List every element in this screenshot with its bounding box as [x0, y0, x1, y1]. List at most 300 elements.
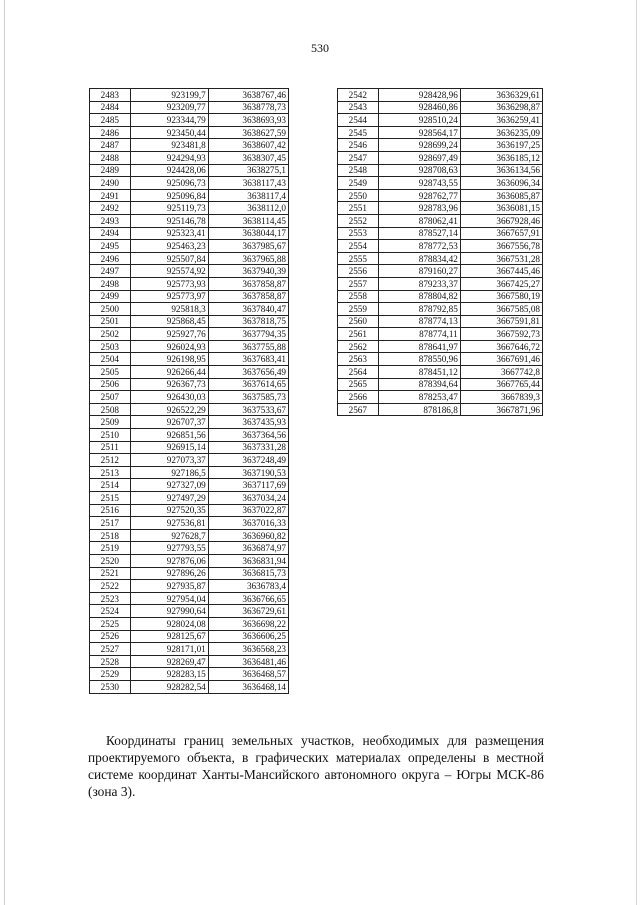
- table-row: [90, 643, 289, 656]
- x-coordinate-cell: 925096,73: [130, 177, 208, 190]
- scan-edge: [4, 0, 5, 905]
- page-number: 530: [311, 41, 329, 55]
- y-coordinate-cell: 3636481,46: [208, 655, 288, 668]
- y-coordinate-cell: 3638117,4: [208, 189, 288, 202]
- point-number-cell: 2566: [338, 391, 379, 404]
- x-coordinate-cell: 927497,29: [130, 492, 208, 505]
- point-number-cell: 2526: [90, 630, 131, 643]
- table-row: [338, 189, 543, 202]
- point-number-cell: 2558: [338, 290, 379, 303]
- y-coordinate-cell: 3636197,25: [460, 139, 542, 152]
- y-coordinate-cell: 3636298,87: [460, 101, 542, 114]
- point-number-cell: 2519: [90, 542, 131, 555]
- x-coordinate-cell: 926707,37: [130, 416, 208, 429]
- x-coordinate-cell: 928024,08: [130, 617, 208, 630]
- point-number-cell: 2484: [90, 101, 131, 114]
- y-coordinate-cell: 3636815,73: [208, 567, 288, 580]
- point-number-cell: 2507: [90, 391, 131, 404]
- table-row: [90, 391, 289, 404]
- y-coordinate-cell: 3637794,35: [208, 328, 288, 341]
- x-coordinate-cell: 926851,56: [130, 429, 208, 442]
- y-coordinate-cell: 3638307,45: [208, 151, 288, 164]
- table-row: [90, 353, 289, 366]
- y-coordinate-cell: 3667871,96: [460, 403, 542, 416]
- y-coordinate-cell: 3636766,65: [208, 592, 288, 605]
- x-coordinate-cell: 928171,01: [130, 643, 208, 656]
- x-coordinate-cell: 928697,49: [378, 151, 460, 164]
- x-coordinate-cell: 878774,13: [378, 315, 460, 328]
- point-number-cell: 2564: [338, 366, 379, 379]
- point-number-cell: 2561: [338, 328, 379, 341]
- x-coordinate-cell: 878062,41: [378, 214, 460, 227]
- point-number-cell: 2492: [90, 202, 131, 215]
- x-coordinate-cell: 928783,96: [378, 202, 460, 215]
- point-number-cell: 2505: [90, 366, 131, 379]
- point-number-cell: 2508: [90, 403, 131, 416]
- table-row: [338, 315, 543, 328]
- x-coordinate-cell: 927073,37: [130, 454, 208, 467]
- x-coordinate-cell: 927793,55: [130, 542, 208, 555]
- y-coordinate-cell: 3636134,56: [460, 164, 542, 177]
- point-number-cell: 2485: [90, 114, 131, 127]
- point-number-cell: 2559: [338, 303, 379, 316]
- table-row: [90, 554, 289, 567]
- y-coordinate-cell: 3638044,17: [208, 227, 288, 240]
- point-number-cell: 2494: [90, 227, 131, 240]
- y-coordinate-cell: 3638117,43: [208, 177, 288, 190]
- y-coordinate-cell: 3638778,73: [208, 101, 288, 114]
- y-coordinate-cell: 3636606,25: [208, 630, 288, 643]
- table-row: [338, 89, 543, 102]
- x-coordinate-cell: 925773,93: [130, 277, 208, 290]
- table-row: [90, 429, 289, 442]
- y-coordinate-cell: 3637755,88: [208, 340, 288, 353]
- y-coordinate-cell: 3636874,97: [208, 542, 288, 555]
- y-coordinate-cell: 3638112,0: [208, 202, 288, 215]
- y-coordinate-cell: 3667445,46: [460, 265, 542, 278]
- x-coordinate-cell: 925119,73: [130, 202, 208, 215]
- x-coordinate-cell: 928510,24: [378, 114, 460, 127]
- point-number-cell: 2487: [90, 139, 131, 152]
- x-coordinate-cell: 925818,3: [130, 303, 208, 316]
- point-number-cell: 2545: [338, 126, 379, 139]
- table-row: [90, 517, 289, 530]
- point-number-cell: 2555: [338, 252, 379, 265]
- x-coordinate-cell: 928428,96: [378, 89, 460, 102]
- x-coordinate-cell: 928460,86: [378, 101, 460, 114]
- table-row: [90, 101, 289, 114]
- x-coordinate-cell: 924294,93: [130, 151, 208, 164]
- table-row: [90, 189, 289, 202]
- table-row: [90, 151, 289, 164]
- table-row: [90, 504, 289, 517]
- x-coordinate-cell: 925146,78: [130, 214, 208, 227]
- point-number-cell: 2497: [90, 265, 131, 278]
- point-number-cell: 2549: [338, 177, 379, 190]
- y-coordinate-cell: 3637331,28: [208, 441, 288, 454]
- y-coordinate-cell: 3638275,1: [208, 164, 288, 177]
- point-number-cell: 2525: [90, 617, 131, 630]
- table-row: [338, 303, 543, 316]
- x-coordinate-cell: 879233,37: [378, 277, 460, 290]
- x-coordinate-cell: 926024,93: [130, 340, 208, 353]
- y-coordinate-cell: 3637656,49: [208, 366, 288, 379]
- x-coordinate-cell: 925773,97: [130, 290, 208, 303]
- x-coordinate-cell: 878772,53: [378, 240, 460, 253]
- table-row: [90, 214, 289, 227]
- y-coordinate-cell: 3667531,28: [460, 252, 542, 265]
- table-row: [90, 617, 289, 630]
- point-number-cell: 2518: [90, 529, 131, 542]
- table-row: [90, 466, 289, 479]
- x-coordinate-cell: 878550,96: [378, 353, 460, 366]
- y-coordinate-cell: 3637818,75: [208, 315, 288, 328]
- y-coordinate-cell: 3636729,61: [208, 605, 288, 618]
- table-row: [90, 416, 289, 429]
- point-number-cell: 2512: [90, 454, 131, 467]
- table-row: [90, 89, 289, 102]
- point-number-cell: 2504: [90, 353, 131, 366]
- x-coordinate-cell: 927990,64: [130, 605, 208, 618]
- y-coordinate-cell: 3667585,08: [460, 303, 542, 316]
- point-number-cell: 2486: [90, 126, 131, 139]
- point-number-cell: 2510: [90, 429, 131, 442]
- point-number-cell: 2527: [90, 643, 131, 656]
- y-coordinate-cell: 3636783,4: [208, 580, 288, 593]
- x-coordinate-cell: 926522,29: [130, 403, 208, 416]
- table-row: [90, 605, 289, 618]
- x-coordinate-cell: 878394,64: [378, 378, 460, 391]
- table-row: [338, 227, 543, 240]
- table-row: [90, 252, 289, 265]
- point-number-cell: 2513: [90, 466, 131, 479]
- point-number-cell: 2562: [338, 340, 379, 353]
- point-number-cell: 2502: [90, 328, 131, 341]
- table-row: [90, 303, 289, 316]
- coordinate-system-note: Координаты границ земельных участков, необходимых для размещения проектируемого объекта, в графических материалах определены в местной системе координат Ханты-Мансийского автономного округа – Югры МСК-86 (зона 3).: [88, 733, 544, 800]
- x-coordinate-cell: 928699,24: [378, 139, 460, 152]
- x-coordinate-cell: 878834,42: [378, 252, 460, 265]
- y-coordinate-cell: 3667425,27: [460, 277, 542, 290]
- y-coordinate-cell: 3637016,33: [208, 517, 288, 530]
- x-coordinate-cell: 923209,77: [130, 101, 208, 114]
- point-number-cell: 2503: [90, 340, 131, 353]
- y-coordinate-cell: 3636468,14: [208, 680, 288, 693]
- y-coordinate-cell: 3667556,78: [460, 240, 542, 253]
- y-coordinate-cell: 3636081,15: [460, 202, 542, 215]
- y-coordinate-cell: 3636096,34: [460, 177, 542, 190]
- x-coordinate-cell: 878527,14: [378, 227, 460, 240]
- y-coordinate-cell: 3636960,82: [208, 529, 288, 542]
- table-row: [90, 227, 289, 240]
- point-number-cell: 2548: [338, 164, 379, 177]
- y-coordinate-cell: 3636831,94: [208, 554, 288, 567]
- x-coordinate-cell: 928708,63: [378, 164, 460, 177]
- x-coordinate-cell: 926915,14: [130, 441, 208, 454]
- y-coordinate-cell: 3636698,22: [208, 617, 288, 630]
- table-row: [338, 177, 543, 190]
- y-coordinate-cell: 3637190,53: [208, 466, 288, 479]
- x-coordinate-cell: 878804,82: [378, 290, 460, 303]
- table-row: [90, 315, 289, 328]
- x-coordinate-cell: 927520,35: [130, 504, 208, 517]
- x-coordinate-cell: 878253,47: [378, 391, 460, 404]
- y-coordinate-cell: 3667657,91: [460, 227, 542, 240]
- coordinates-table-left: [89, 88, 289, 694]
- point-number-cell: 2521: [90, 567, 131, 580]
- point-number-cell: 2544: [338, 114, 379, 127]
- table-row: [338, 101, 543, 114]
- y-coordinate-cell: 3636568,23: [208, 643, 288, 656]
- y-coordinate-cell: 3636259,41: [460, 114, 542, 127]
- table-row: [338, 366, 543, 379]
- table-row: [90, 277, 289, 290]
- table-row: [338, 202, 543, 215]
- table-row: [90, 240, 289, 253]
- y-coordinate-cell: 3637965,88: [208, 252, 288, 265]
- x-coordinate-cell: 925574,92: [130, 265, 208, 278]
- table-row: [338, 139, 543, 152]
- coordinates-table-right-body: [338, 89, 543, 416]
- point-number-cell: 2557: [338, 277, 379, 290]
- point-number-cell: 2551: [338, 202, 379, 215]
- y-coordinate-cell: 3667591,81: [460, 315, 542, 328]
- table-row: [338, 403, 543, 416]
- table-row: [338, 114, 543, 127]
- y-coordinate-cell: 3637683,41: [208, 353, 288, 366]
- y-coordinate-cell: 3638767,46: [208, 89, 288, 102]
- point-number-cell: 2567: [338, 403, 379, 416]
- table-row: [90, 454, 289, 467]
- table-row: [338, 214, 543, 227]
- point-number-cell: 2499: [90, 290, 131, 303]
- table-row: [90, 202, 289, 215]
- y-coordinate-cell: 3667580,19: [460, 290, 542, 303]
- x-coordinate-cell: 928269,47: [130, 655, 208, 668]
- point-number-cell: 2514: [90, 479, 131, 492]
- table-row: [90, 567, 289, 580]
- table-row: [90, 655, 289, 668]
- table-row: [90, 492, 289, 505]
- y-coordinate-cell: 3638114,45: [208, 214, 288, 227]
- point-number-cell: 2565: [338, 378, 379, 391]
- point-number-cell: 2522: [90, 580, 131, 593]
- x-coordinate-cell: 927935,87: [130, 580, 208, 593]
- point-number-cell: 2528: [90, 655, 131, 668]
- table-row: [90, 529, 289, 542]
- x-coordinate-cell: 928283,15: [130, 668, 208, 681]
- y-coordinate-cell: 3637533,67: [208, 403, 288, 416]
- point-number-cell: 2523: [90, 592, 131, 605]
- x-coordinate-cell: 879160,27: [378, 265, 460, 278]
- coordinates-table-right: [337, 88, 543, 416]
- y-coordinate-cell: 3667691,46: [460, 353, 542, 366]
- table-row: [90, 139, 289, 152]
- y-coordinate-cell: 3637858,87: [208, 277, 288, 290]
- point-number-cell: 2498: [90, 277, 131, 290]
- coordinates-table-left-body: [90, 89, 289, 694]
- x-coordinate-cell: 925927,76: [130, 328, 208, 341]
- y-coordinate-cell: 3667592,73: [460, 328, 542, 341]
- table-row: [90, 164, 289, 177]
- point-number-cell: 2553: [338, 227, 379, 240]
- point-number-cell: 2550: [338, 189, 379, 202]
- y-coordinate-cell: 3637248,49: [208, 454, 288, 467]
- x-coordinate-cell: 923481,8: [130, 139, 208, 152]
- point-number-cell: 2524: [90, 605, 131, 618]
- point-number-cell: 2542: [338, 89, 379, 102]
- point-number-cell: 2496: [90, 252, 131, 265]
- table-row: [338, 164, 543, 177]
- point-number-cell: 2529: [90, 668, 131, 681]
- table-row: [338, 328, 543, 341]
- point-number-cell: 2490: [90, 177, 131, 190]
- x-coordinate-cell: 923344,79: [130, 114, 208, 127]
- table-row: [90, 403, 289, 416]
- table-row: [338, 252, 543, 265]
- x-coordinate-cell: 928743,55: [378, 177, 460, 190]
- table-row: [90, 542, 289, 555]
- point-number-cell: 2491: [90, 189, 131, 202]
- y-coordinate-cell: 3667742,8: [460, 366, 542, 379]
- y-coordinate-cell: 3637435,93: [208, 416, 288, 429]
- point-number-cell: 2543: [338, 101, 379, 114]
- table-row: [338, 240, 543, 253]
- x-coordinate-cell: 925463,23: [130, 240, 208, 253]
- table-row: [338, 126, 543, 139]
- x-coordinate-cell: 926367,73: [130, 378, 208, 391]
- x-coordinate-cell: 925507,84: [130, 252, 208, 265]
- x-coordinate-cell: 927186,5: [130, 466, 208, 479]
- table-row: [338, 353, 543, 366]
- table-row: [90, 479, 289, 492]
- point-number-cell: 2500: [90, 303, 131, 316]
- x-coordinate-cell: 878451,12: [378, 366, 460, 379]
- table-row: [90, 668, 289, 681]
- table-row: [90, 680, 289, 693]
- point-number-cell: 2483: [90, 89, 131, 102]
- scan-edge: [636, 0, 637, 905]
- y-coordinate-cell: 3637585,73: [208, 391, 288, 404]
- table-row: [90, 580, 289, 593]
- x-coordinate-cell: 924428,06: [130, 164, 208, 177]
- x-coordinate-cell: 928125,67: [130, 630, 208, 643]
- x-coordinate-cell: 878774,11: [378, 328, 460, 341]
- y-coordinate-cell: 3636185,12: [460, 151, 542, 164]
- y-coordinate-cell: 3667646,72: [460, 340, 542, 353]
- point-number-cell: 2506: [90, 378, 131, 391]
- y-coordinate-cell: 3636329,61: [460, 89, 542, 102]
- y-coordinate-cell: 3637117,69: [208, 479, 288, 492]
- table-row: [90, 630, 289, 643]
- x-coordinate-cell: 926266,44: [130, 366, 208, 379]
- x-coordinate-cell: 928762,77: [378, 189, 460, 202]
- point-number-cell: 2515: [90, 492, 131, 505]
- table-row: [338, 391, 543, 404]
- x-coordinate-cell: 926430,03: [130, 391, 208, 404]
- table-row: [90, 290, 289, 303]
- y-coordinate-cell: 3637858,87: [208, 290, 288, 303]
- point-number-cell: 2563: [338, 353, 379, 366]
- x-coordinate-cell: 925096,84: [130, 189, 208, 202]
- x-coordinate-cell: 927876,06: [130, 554, 208, 567]
- point-number-cell: 2546: [338, 139, 379, 152]
- x-coordinate-cell: 925868,45: [130, 315, 208, 328]
- y-coordinate-cell: 3638627,59: [208, 126, 288, 139]
- table-row: [90, 366, 289, 379]
- table-row: [338, 290, 543, 303]
- point-number-cell: 2489: [90, 164, 131, 177]
- table-row: [90, 592, 289, 605]
- point-number-cell: 2511: [90, 441, 131, 454]
- table-row: [90, 114, 289, 127]
- table-row: [90, 328, 289, 341]
- y-coordinate-cell: 3636085,87: [460, 189, 542, 202]
- table-row: [90, 265, 289, 278]
- y-coordinate-cell: 3636468,57: [208, 668, 288, 681]
- x-coordinate-cell: 928564,17: [378, 126, 460, 139]
- table-row: [90, 340, 289, 353]
- point-number-cell: 2556: [338, 265, 379, 278]
- table-row: [338, 151, 543, 164]
- x-coordinate-cell: 878186,8: [378, 403, 460, 416]
- x-coordinate-cell: 878641,97: [378, 340, 460, 353]
- table-row: [338, 265, 543, 278]
- table-row: [338, 277, 543, 290]
- point-number-cell: 2517: [90, 517, 131, 530]
- x-coordinate-cell: 878792,85: [378, 303, 460, 316]
- point-number-cell: 2560: [338, 315, 379, 328]
- y-coordinate-cell: 3637985,67: [208, 240, 288, 253]
- x-coordinate-cell: 928282,54: [130, 680, 208, 693]
- y-coordinate-cell: 3667839,3: [460, 391, 542, 404]
- table-row: [90, 126, 289, 139]
- x-coordinate-cell: 927954,04: [130, 592, 208, 605]
- y-coordinate-cell: 3637614,65: [208, 378, 288, 391]
- point-number-cell: 2509: [90, 416, 131, 429]
- y-coordinate-cell: 3637840,47: [208, 303, 288, 316]
- y-coordinate-cell: 3637940,39: [208, 265, 288, 278]
- x-coordinate-cell: 923450,44: [130, 126, 208, 139]
- x-coordinate-cell: 926198,95: [130, 353, 208, 366]
- point-number-cell: 2520: [90, 554, 131, 567]
- y-coordinate-cell: 3667928,46: [460, 214, 542, 227]
- table-row: [90, 378, 289, 391]
- point-number-cell: 2493: [90, 214, 131, 227]
- point-number-cell: 2516: [90, 504, 131, 517]
- x-coordinate-cell: 927896,26: [130, 567, 208, 580]
- y-coordinate-cell: 3637364,56: [208, 429, 288, 442]
- y-coordinate-cell: 3637022,87: [208, 504, 288, 517]
- point-number-cell: 2554: [338, 240, 379, 253]
- table-row: [90, 177, 289, 190]
- x-coordinate-cell: 925323,41: [130, 227, 208, 240]
- point-number-cell: 2501: [90, 315, 131, 328]
- y-coordinate-cell: 3638607,42: [208, 139, 288, 152]
- point-number-cell: 2530: [90, 680, 131, 693]
- table-row: [338, 340, 543, 353]
- y-coordinate-cell: 3636235,09: [460, 126, 542, 139]
- y-coordinate-cell: 3637034,24: [208, 492, 288, 505]
- y-coordinate-cell: 3638693,93: [208, 114, 288, 127]
- x-coordinate-cell: 923199,7: [130, 89, 208, 102]
- point-number-cell: 2547: [338, 151, 379, 164]
- point-number-cell: 2488: [90, 151, 131, 164]
- x-coordinate-cell: 927327,09: [130, 479, 208, 492]
- x-coordinate-cell: 927536,81: [130, 517, 208, 530]
- point-number-cell: 2552: [338, 214, 379, 227]
- point-number-cell: 2495: [90, 240, 131, 253]
